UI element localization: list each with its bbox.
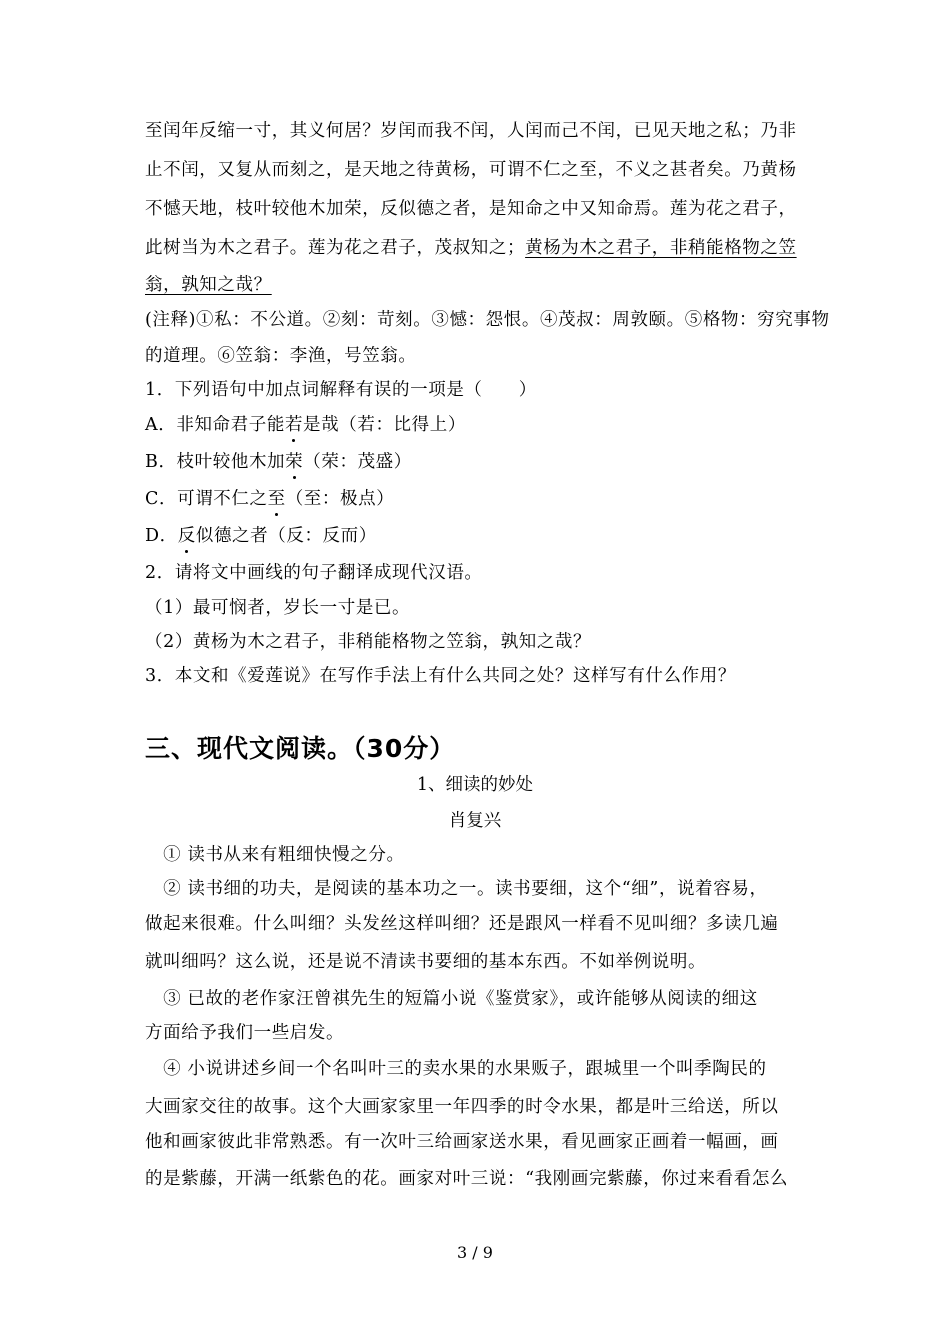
article-author: 肖复兴 xyxy=(448,811,502,831)
option-a xyxy=(145,413,466,437)
question-2-part-2: （2）黄杨为木之君子，非稍能格物之笠翁，孰知之哉？ xyxy=(145,632,592,652)
option-text: （至：极点） xyxy=(285,489,395,509)
paragraph-line: 方面给予我们一些启发。 xyxy=(145,1023,345,1043)
paragraph-line: 的是紫藤，开满一纸紫色的花。画家对叶三说：“我刚画完紫藤，你过来看看怎么 xyxy=(145,1169,789,1189)
notes-line: (注释)①私：不公道。②刻：苛刻。③憾：怨恨。④茂叔：周敦颐。⑤格物：穷究事物 xyxy=(145,310,830,330)
paragraph-line: 就叫细吗？这么说，还是说不清读书要细的基本东西。不如举例说明。 xyxy=(145,952,707,972)
passage-line xyxy=(145,273,272,297)
paragraph-line: ④ 小说讲述乡间一个名叫叶三的卖水果的水果贩子，跟城里一个叫季陶民的 xyxy=(145,1059,767,1079)
passage-line xyxy=(145,236,797,260)
section-heading: 三、现代文阅读。（30分） xyxy=(145,734,456,763)
option-d xyxy=(145,524,377,548)
dotted-word: 至 xyxy=(267,489,286,509)
underlined-sentence: 黄杨为木之君子，非稍能格物之笠 xyxy=(525,238,797,258)
option-b xyxy=(145,450,412,474)
option-text: B．枝叶较他木加 xyxy=(145,452,286,472)
dotted-word: 反 xyxy=(177,526,196,546)
notes-line: 的道理。⑥笠翁：李渔，号笠翁。 xyxy=(145,346,417,366)
option-text: D． xyxy=(145,526,178,546)
dotted-word: 荣 xyxy=(285,452,304,472)
article-title: 1、细读的妙处 xyxy=(416,775,534,795)
dotted-word: 若 xyxy=(284,415,304,435)
question-2: 2．请将文中画线的句子翻译成现代汉语。 xyxy=(145,563,483,583)
question-3: 3．本文和《爱莲说》在写作手法上有什么共同之处？这样写有什么作用？ xyxy=(145,666,736,686)
option-c xyxy=(145,487,394,511)
option-text: （荣：茂盛） xyxy=(303,452,412,472)
paragraph-line: 他和画家彼此非常熟悉。有一次叶三给画家送水果，看见画家正画着一幅画，画 xyxy=(145,1132,779,1152)
passage-line: 至闰年反缩一寸，其义何居？岁闰而我不闰，人闰而己不闰，已见天地之私；乃非 xyxy=(145,121,797,141)
option-text: 似德之者（反：反而） xyxy=(195,526,377,546)
paragraph-line: ① 读书从来有粗细快慢之分。 xyxy=(145,845,405,865)
paragraph-line: 大画家交往的故事。这个大画家家里一年四季的时令水果，都是叶三给送，所以 xyxy=(145,1097,779,1117)
question-2-part-1: （1）最可悯者，岁长一寸是已。 xyxy=(145,598,411,618)
question-1: 1．下列语句中加点词解释有误的一项是（ ） xyxy=(145,380,537,400)
paragraph-line: ② 读书细的功夫，是阅读的基本功之一。读书要细，这个“细”，说着容易， xyxy=(145,879,768,899)
underlined-sentence: 翁，孰知之哉？ xyxy=(145,275,272,295)
passage-line: 不憾天地，枝叶较他木加荣，反似德之者，是知命之中又知命焉。莲为花之君子， xyxy=(145,199,797,219)
page-number: 3 / 9 xyxy=(457,1243,493,1262)
passage-line: 止不闰，又复从而刻之，是天地之待黄杨，可谓不仁之至，不义之甚者矣。乃黄杨 xyxy=(145,160,797,180)
option-text: A．非知命君子能 xyxy=(145,415,285,435)
passage-text: 此树当为木之君子。莲为花之君子，茂叔知之； xyxy=(145,238,526,258)
paragraph-line: ③ 已故的老作家汪曾祺先生的短篇小说《鉴赏家》，或许能够从阅读的细这 xyxy=(145,989,758,1009)
option-text: 是哉（若：比得上） xyxy=(303,415,466,435)
option-text: C．可谓不仁之 xyxy=(145,489,268,509)
paragraph-line: 做起来很难。什么叫细？头发丝这样叫细？还是跟风一样看不见叫细？多读几遍 xyxy=(145,914,779,934)
